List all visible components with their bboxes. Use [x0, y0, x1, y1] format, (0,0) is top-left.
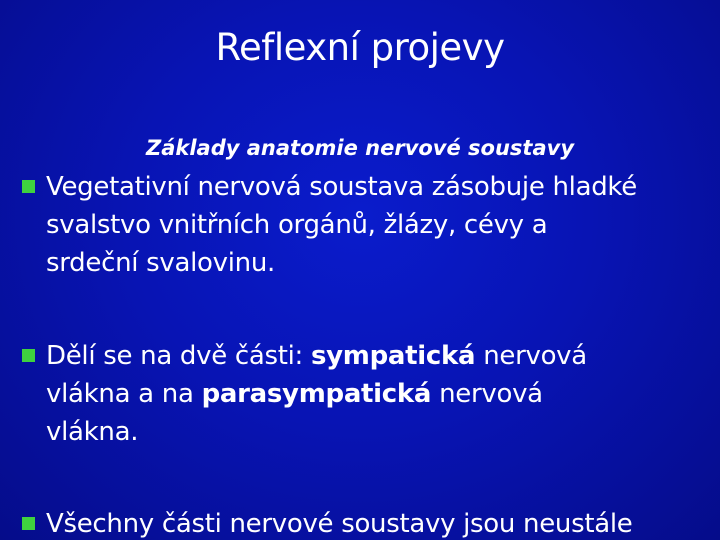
bullet-item [22, 505, 712, 540]
square-bullet-icon [22, 349, 35, 362]
bullet-text: Dělí se na dvě části: sympatická nervová vlákna a na parasympatická nervová vlákna. [46, 341, 587, 447]
term-sympatheticka: sympatická [310, 341, 476, 371]
slide-title: Reflexní projevy [215, 26, 505, 69]
bullet-item [22, 168, 712, 282]
bullet-text: Vegetativní nervová soustava zásobuje hladké svalstvo vnitřních orgánů, žlázy, cévy a srdeční svalovinu. [46, 172, 637, 278]
bullet-text: Všechny části nervové soustavy jsou neustále [46, 509, 633, 539]
slide-subtitle: Základy anatomie nervové soustavy [145, 136, 575, 160]
square-bullet-icon [22, 180, 35, 193]
bullet-item [22, 337, 712, 451]
term-parasympaticka: parasympatická [201, 379, 432, 409]
square-bullet-icon [22, 517, 35, 530]
